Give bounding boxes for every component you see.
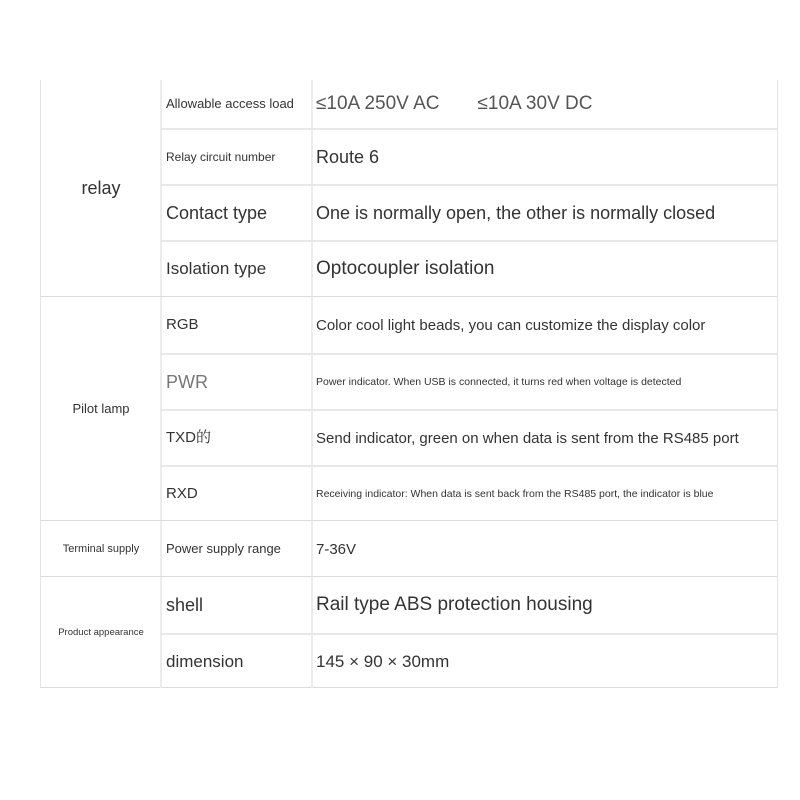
group-label-product-appearance: Product appearance <box>58 627 144 638</box>
row-circuit-number <box>161 128 777 184</box>
spec-table <box>40 80 778 688</box>
row-txd <box>161 409 777 465</box>
row-rxd <box>161 465 777 521</box>
group-label-relay: relay <box>81 177 121 198</box>
load-ac-value: ≤10A 250V AC <box>316 93 440 114</box>
row-allowable-load <box>161 80 777 128</box>
row-value: Optocoupler isolation <box>316 258 495 279</box>
row-value: Route 6 <box>316 146 380 167</box>
row-value: Send indicator, green on when data is sent from the RS485 port <box>316 429 739 447</box>
row-pwr <box>161 353 777 409</box>
row-value: Power indicator. When USB is connected, it turns red when voltage is detected <box>316 376 682 388</box>
row-key: dimension <box>166 652 244 672</box>
row-key: PWR <box>166 371 208 392</box>
group-terminal-supply <box>41 520 777 576</box>
row-power-supply-range <box>161 521 777 577</box>
row-value <box>316 80 773 128</box>
row-key: Relay circuit number <box>166 149 276 164</box>
row-key: RGB <box>166 315 199 333</box>
row-key: RXD <box>166 484 198 502</box>
row-key: Allowable access load <box>166 95 294 111</box>
row-key: Isolation type <box>166 259 267 279</box>
row-value: Receiving indicator: When data is sent back from the RS485 port, the indicator is blue <box>316 488 714 500</box>
row-value: 7-36V <box>316 540 357 558</box>
row-key: TXD的 <box>166 428 212 446</box>
row-value: One is normally open, the other is normally closed <box>316 202 716 223</box>
row-key: shell <box>166 594 204 615</box>
group-pilot-lamp <box>41 296 777 520</box>
row-shell <box>161 577 777 633</box>
row-rgb <box>161 297 777 353</box>
row-value: Rail type ABS protection housing <box>316 594 593 615</box>
row-isolation-type <box>161 240 777 296</box>
row-dimension <box>161 633 777 689</box>
row-value: 145 × 90 × 30mm <box>316 652 450 671</box>
group-label-pilot-lamp: Pilot lamp <box>72 401 130 416</box>
group-product-appearance <box>41 576 777 688</box>
row-contact-type <box>161 184 777 240</box>
group-label-terminal-supply: Terminal supply <box>62 542 140 555</box>
row-key: Contact type <box>166 202 268 223</box>
row-value: Color cool light beads, you can customize the display color <box>316 316 706 334</box>
load-dc-value: ≤10A 30V DC <box>477 93 593 114</box>
group-relay <box>41 80 777 296</box>
row-key: Power supply range <box>166 540 281 556</box>
